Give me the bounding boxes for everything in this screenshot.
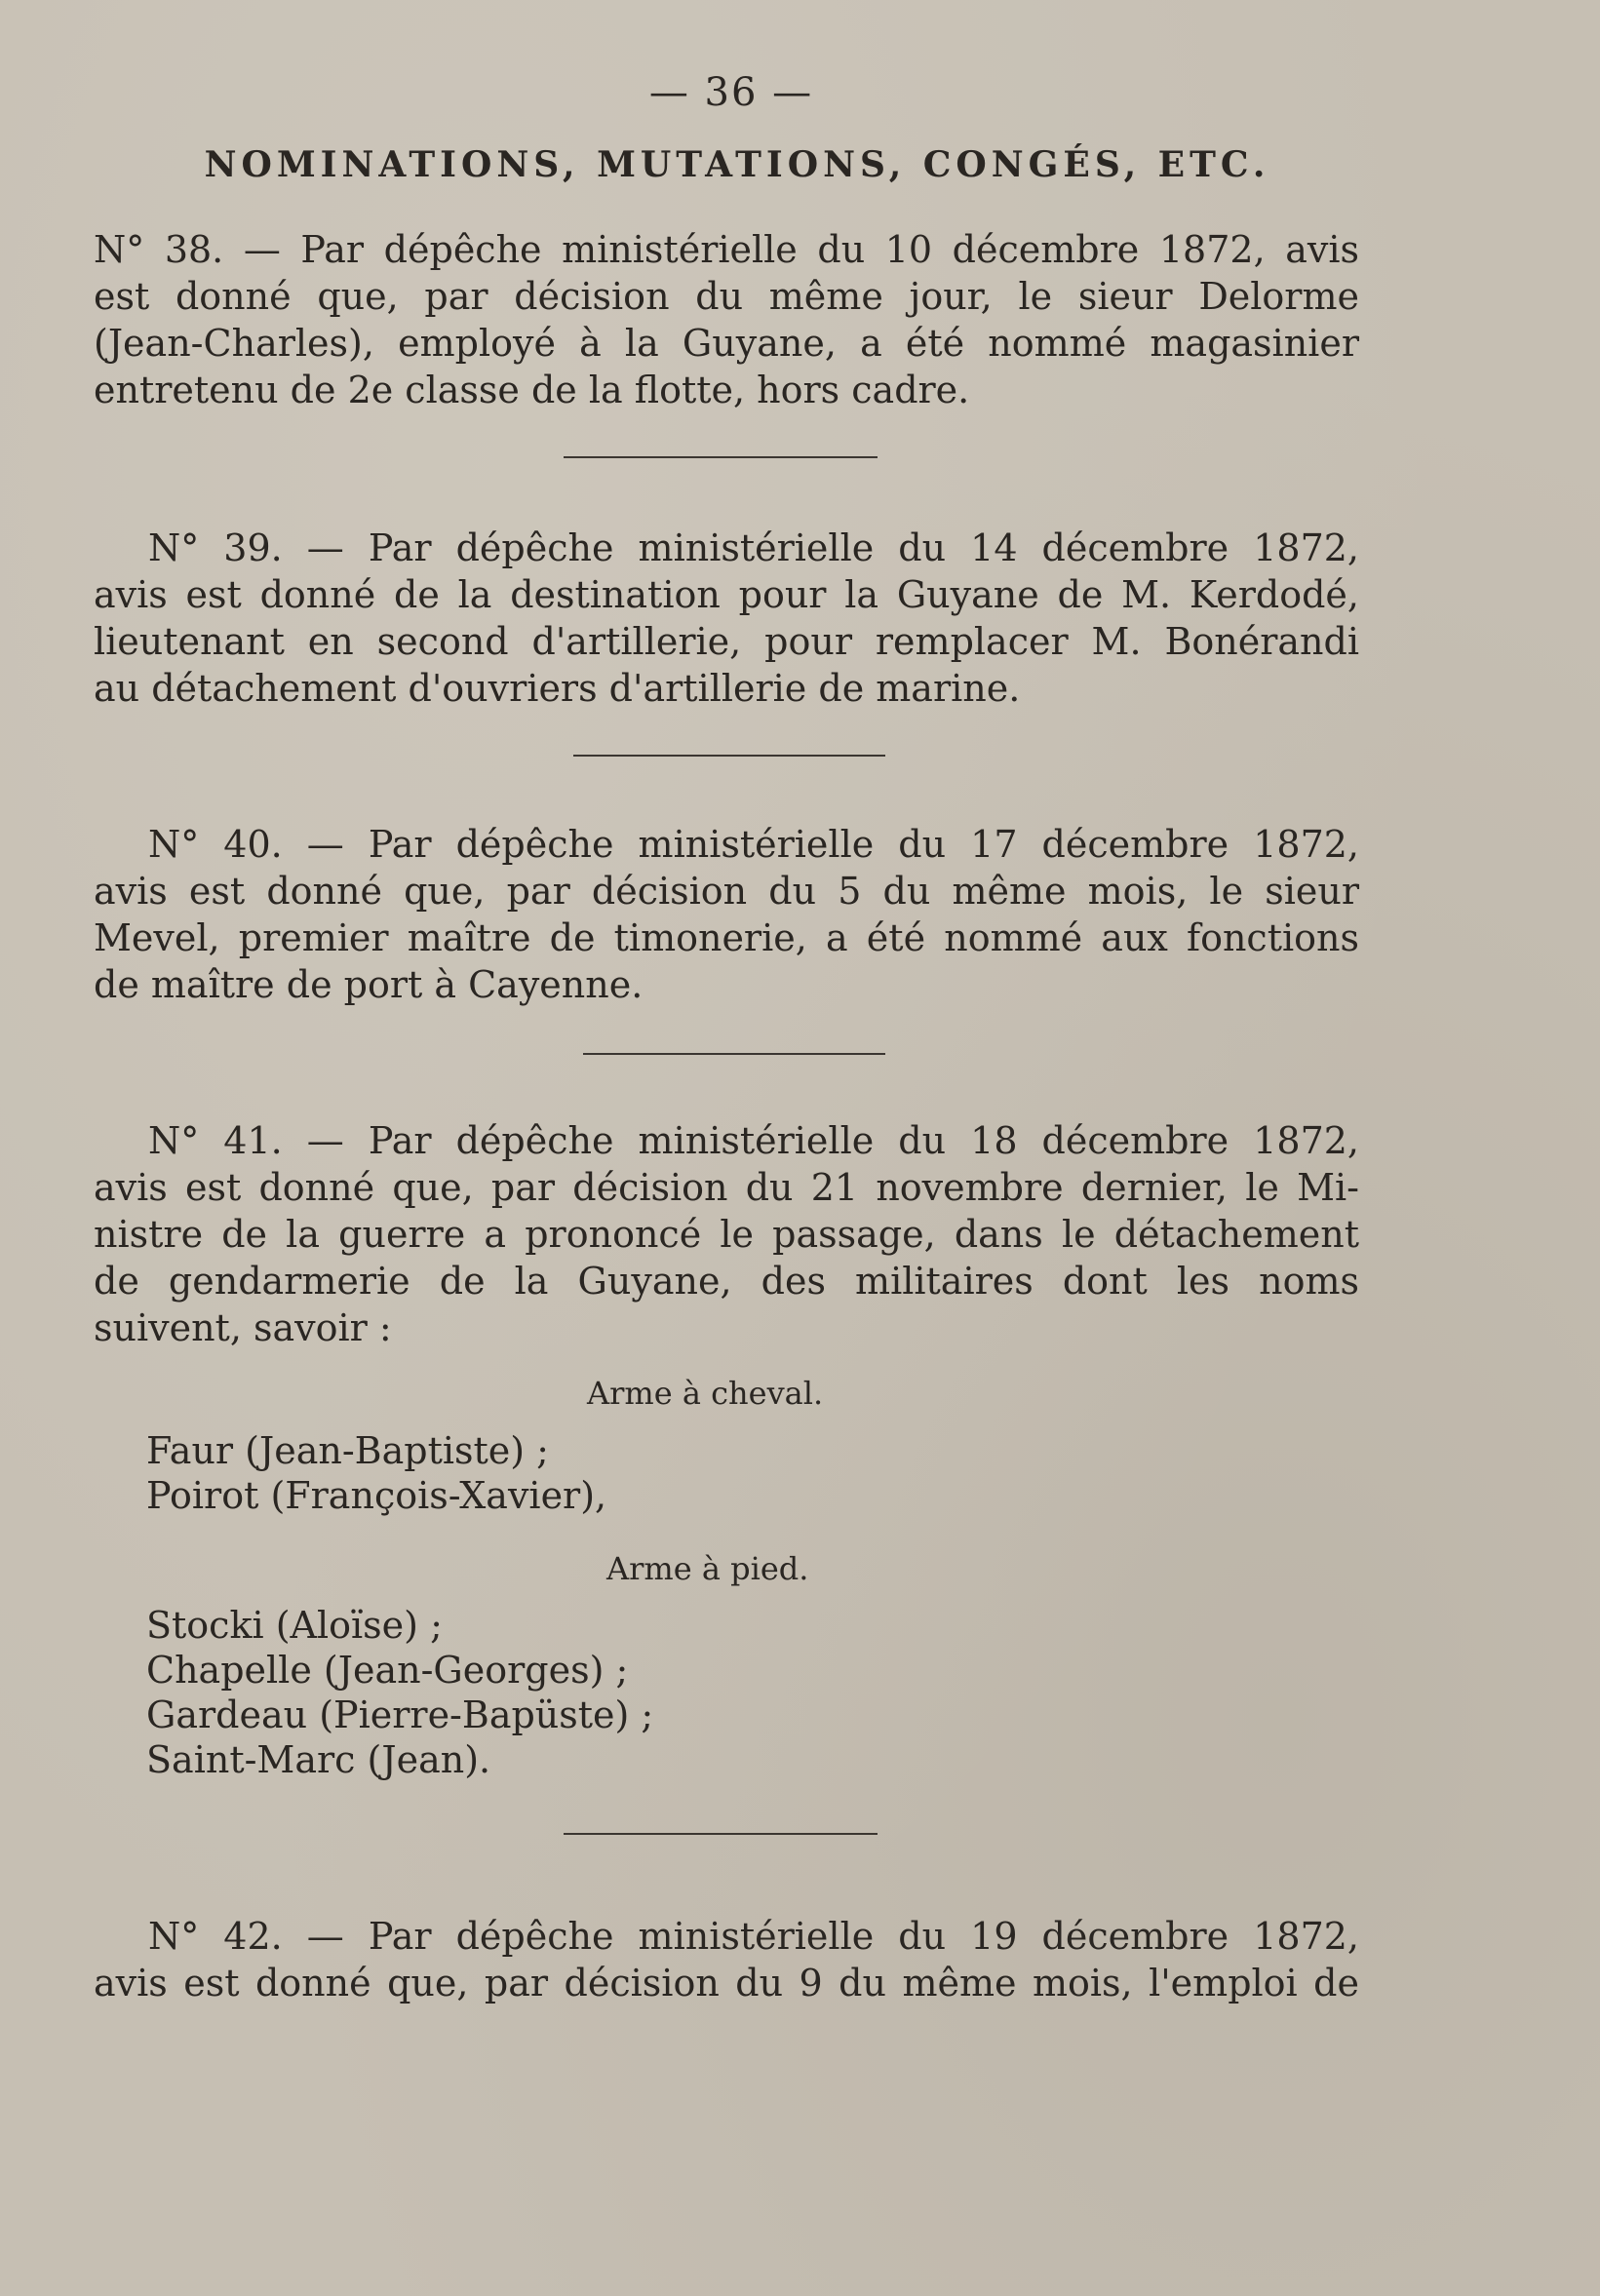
roster-name: Gardeau (Pierre-Bapüste) ; [146, 1693, 654, 1736]
entry-line: N° 38. — Par dépêche ministérielle du 10 décembre 1872, avis [94, 228, 1359, 271]
roster-name: Faur (Jean-Baptiste) ; [146, 1429, 549, 1472]
entry-39 [94, 525, 1359, 712]
entry-line: N° 40. — Par dépêche ministérielle du 17 décembre 1872, [148, 823, 1359, 866]
entry-line: nistre de la guerre a prononcé le passage, dans le détachement [94, 1213, 1359, 1256]
group-heading-cavalry: Arme à cheval. [587, 1375, 824, 1412]
roster-name: Chapelle (Jean-Georges) ; [146, 1649, 629, 1692]
roster-name: Stocki (Aloïse) ; [146, 1604, 443, 1647]
group-heading-infantry: Arme à pied. [606, 1550, 809, 1587]
cavalry-roster [146, 1428, 829, 1518]
entry-line: Mevel, premier maître de timonerie, a été nommé aux fonctions [94, 916, 1359, 959]
entry-42 [94, 1913, 1359, 2006]
entry-line: (Jean-Charles), employé à la Guyane, a été nommé magasinier [94, 322, 1359, 365]
roster-name: Poirot (François-Xavier), [146, 1474, 607, 1517]
entry-line: de gendarmerie de la Guyane, des militaires dont les noms [94, 1260, 1359, 1303]
entry-line: N° 41. — Par dépêche ministérielle du 18 décembre 1872, [148, 1119, 1359, 1162]
entry-40 [94, 821, 1359, 1008]
entry-line: N° 39. — Par dépêche ministérielle du 14 décembre 1872, [148, 526, 1359, 569]
entry-line: de maître de port à Cayenne. [94, 963, 644, 1006]
entry-line: entretenu de 2e classe de la flotte, hors cadre. [94, 369, 970, 411]
roster-name: Saint-Marc (Jean). [146, 1738, 491, 1781]
entry-line: N° 42. — Par dépêche ministérielle du 19 décembre 1872, [148, 1915, 1359, 1958]
infantry-roster [146, 1603, 829, 1782]
entry-38 [94, 226, 1359, 413]
entry-line: avis est donné que, par décision du 9 du même mois, l'emploi de [94, 1962, 1359, 2004]
section-title: NOMINATIONS, MUTATIONS, CONGÉS, ETC. [204, 144, 1270, 185]
page-number: — 36 — [648, 70, 814, 115]
entry-line: avis est donné que, par décision du 21 novembre dernier, le Mi- [94, 1166, 1359, 1209]
entry-line: suivent, savoir : [94, 1306, 392, 1349]
separator-rule [573, 755, 885, 757]
entry-line: au détachement d'ouvriers d'artillerie de marine. [94, 667, 1021, 710]
entry-line: est donné que, par décision du même jour, le sieur Delorme [94, 275, 1359, 318]
entry-line: avis est donné que, par décision du 5 du même mois, le sieur [94, 870, 1359, 913]
separator-rule [583, 1053, 885, 1055]
entry-line: lieutenant en second d'artillerie, pour remplacer M. Bonérandi [94, 620, 1359, 663]
entry-line: avis est donné de la destination pour la Guyane de M. Kerdodé, [94, 573, 1359, 616]
entry-41 [94, 1117, 1359, 1351]
separator-rule [564, 1833, 878, 1835]
separator-rule [564, 456, 878, 458]
